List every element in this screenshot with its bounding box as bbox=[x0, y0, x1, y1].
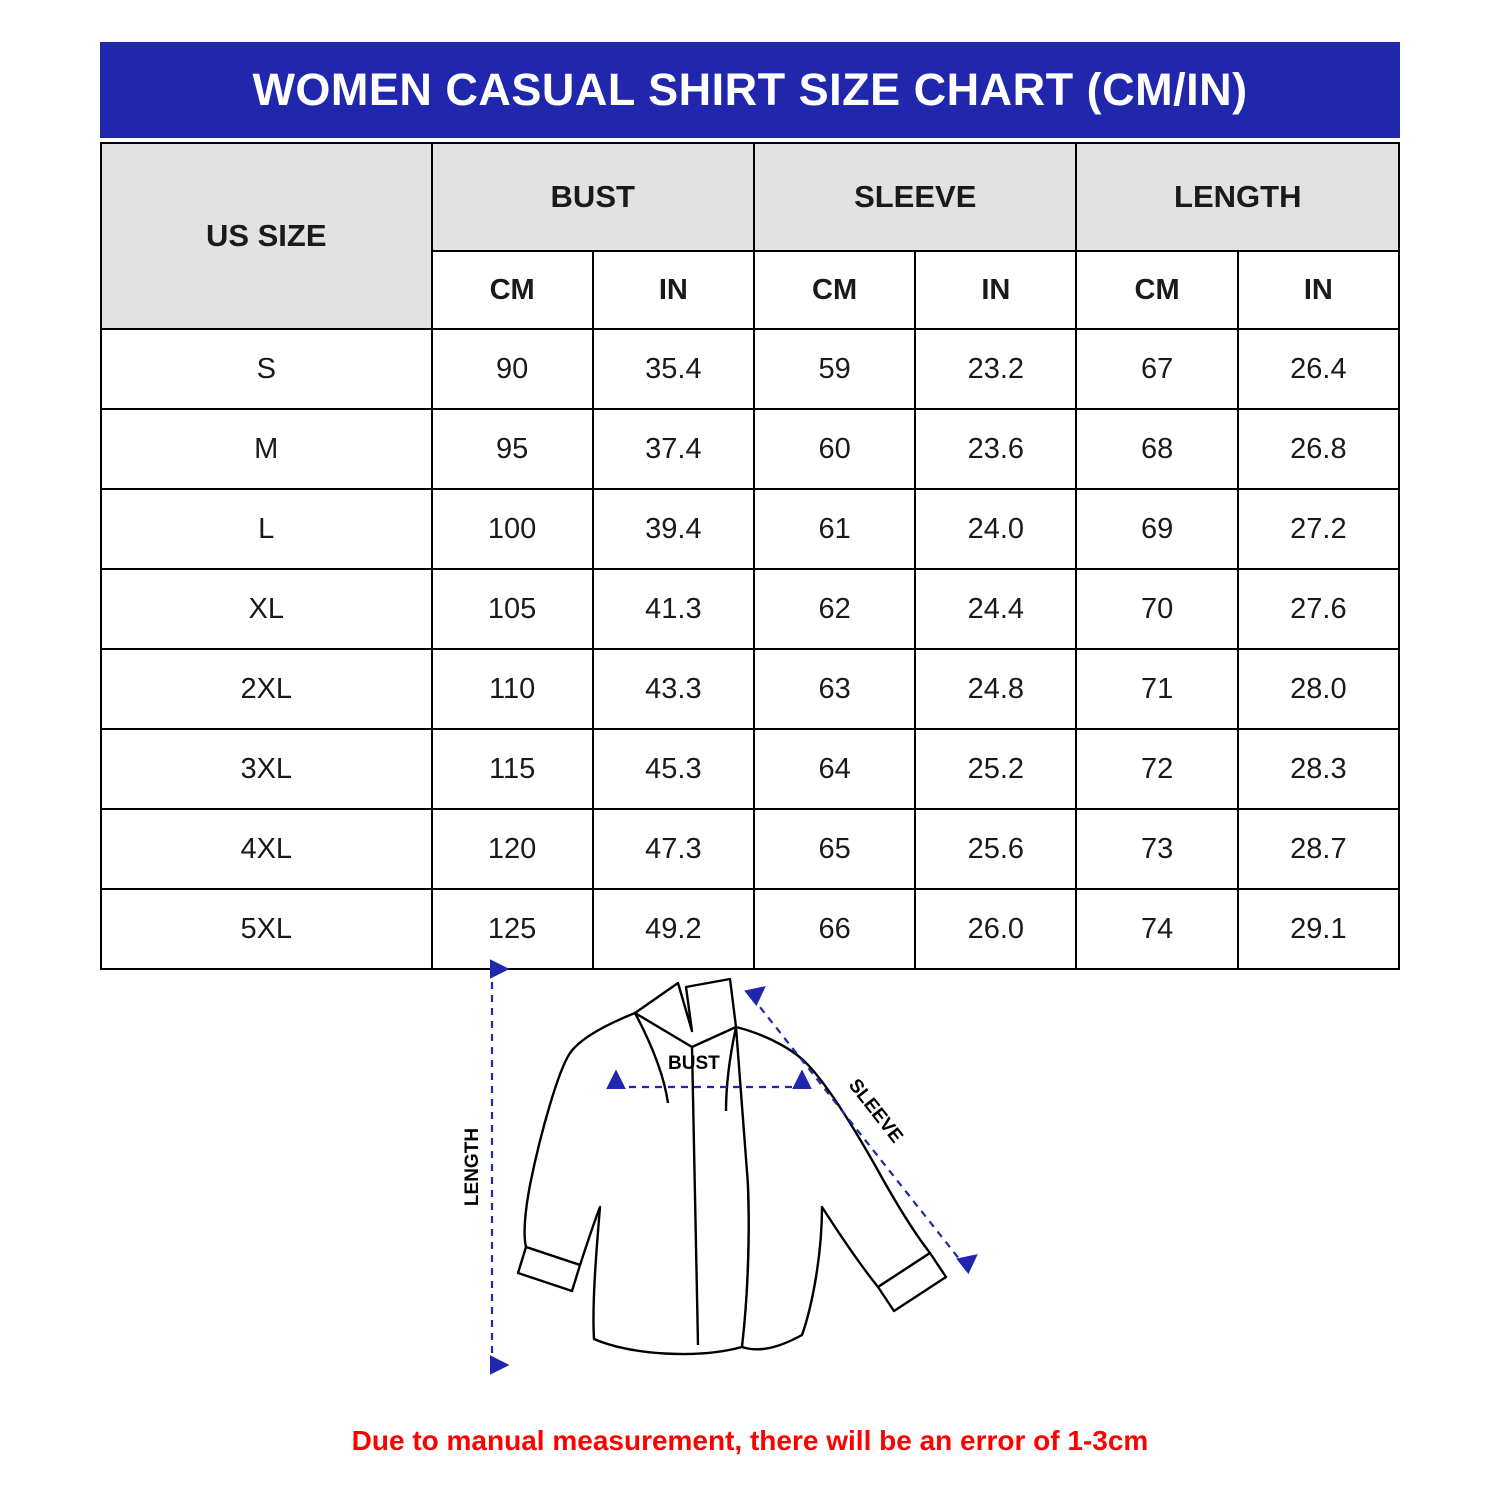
cell-bust-cm: 95 bbox=[432, 409, 593, 489]
table-row bbox=[101, 569, 1399, 649]
cell-bust-in: 39.4 bbox=[593, 489, 754, 569]
cell-sleeve-cm: 62 bbox=[754, 569, 915, 649]
cell-length-cm: 71 bbox=[1076, 649, 1237, 729]
cell-bust-in: 41.3 bbox=[593, 569, 754, 649]
cell-size: S bbox=[101, 329, 432, 409]
cell-length-cm: 70 bbox=[1076, 569, 1237, 649]
header-bust-cm: CM bbox=[432, 251, 593, 329]
page-title: WOMEN CASUAL SHIRT SIZE CHART (CM/IN) bbox=[252, 64, 1248, 115]
cell-bust-in: 47.3 bbox=[593, 809, 754, 889]
measurement-note: Due to manual measurement, there will be an error of 1-3cm bbox=[351, 1425, 1149, 1456]
cell-sleeve-in: 25.6 bbox=[915, 809, 1076, 889]
cell-length-cm: 68 bbox=[1076, 409, 1237, 489]
cell-sleeve-in: 25.2 bbox=[915, 729, 1076, 809]
chart-title-bar bbox=[100, 42, 1400, 138]
shirt-outline bbox=[518, 979, 946, 1354]
cell-length-cm: 73 bbox=[1076, 809, 1237, 889]
header-length: LENGTH bbox=[1076, 143, 1399, 251]
cell-sleeve-in: 24.4 bbox=[915, 569, 1076, 649]
cell-bust-in: 35.4 bbox=[593, 329, 754, 409]
cell-length-in: 28.3 bbox=[1238, 729, 1399, 809]
cell-size: 5XL bbox=[101, 889, 432, 969]
cell-bust-cm: 90 bbox=[432, 329, 593, 409]
cell-sleeve-in: 24.0 bbox=[915, 489, 1076, 569]
cell-length-cm: 67 bbox=[1076, 329, 1237, 409]
cell-bust-cm: 105 bbox=[432, 569, 593, 649]
header-bust-in: IN bbox=[593, 251, 754, 329]
length-label: LENGTH bbox=[462, 1127, 483, 1207]
cell-size: 2XL bbox=[101, 649, 432, 729]
table-row bbox=[101, 729, 1399, 809]
cell-sleeve-cm: 66 bbox=[754, 889, 915, 969]
cell-size: L bbox=[101, 489, 432, 569]
cell-size: XL bbox=[101, 569, 432, 649]
size-chart-table bbox=[100, 142, 1400, 970]
table-row bbox=[101, 649, 1399, 729]
cell-size: M bbox=[101, 409, 432, 489]
cell-bust-in: 49.2 bbox=[593, 889, 754, 969]
cell-sleeve-cm: 65 bbox=[754, 809, 915, 889]
sleeve-label: SLEEVE bbox=[844, 1075, 907, 1148]
cell-sleeve-cm: 60 bbox=[754, 409, 915, 489]
shirt-measurement-diagram bbox=[430, 935, 1070, 1395]
cell-bust-in: 45.3 bbox=[593, 729, 754, 809]
cell-length-in: 27.2 bbox=[1238, 489, 1399, 569]
header-us-size: US SIZE bbox=[101, 143, 432, 329]
cell-bust-cm: 110 bbox=[432, 649, 593, 729]
header-sleeve-cm: CM bbox=[754, 251, 915, 329]
bust-label: BUST bbox=[668, 1053, 720, 1074]
cell-size: 3XL bbox=[101, 729, 432, 809]
cell-sleeve-in: 23.2 bbox=[915, 329, 1076, 409]
cell-bust-cm: 125 bbox=[432, 889, 593, 969]
cell-sleeve-cm: 61 bbox=[754, 489, 915, 569]
cell-length-cm: 69 bbox=[1076, 489, 1237, 569]
table-group-header-row bbox=[101, 143, 1399, 251]
header-sleeve: SLEEVE bbox=[754, 143, 1076, 251]
cell-bust-cm: 100 bbox=[432, 489, 593, 569]
cell-length-in: 26.4 bbox=[1238, 329, 1399, 409]
table-row bbox=[101, 329, 1399, 409]
header-length-in: IN bbox=[1238, 251, 1399, 329]
header-length-cm: CM bbox=[1076, 251, 1237, 329]
cell-sleeve-cm: 64 bbox=[754, 729, 915, 809]
cell-sleeve-cm: 63 bbox=[754, 649, 915, 729]
cell-bust-in: 37.4 bbox=[593, 409, 754, 489]
cell-length-in: 26.8 bbox=[1238, 409, 1399, 489]
cell-sleeve-in: 26.0 bbox=[915, 889, 1076, 969]
cell-sleeve-cm: 59 bbox=[754, 329, 915, 409]
cell-length-cm: 74 bbox=[1076, 889, 1237, 969]
cell-length-in: 28.0 bbox=[1238, 649, 1399, 729]
cell-sleeve-in: 23.6 bbox=[915, 409, 1076, 489]
cell-bust-in: 43.3 bbox=[593, 649, 754, 729]
cell-bust-cm: 115 bbox=[432, 729, 593, 809]
header-sleeve-in: IN bbox=[915, 251, 1076, 329]
cell-size: 4XL bbox=[101, 809, 432, 889]
cell-sleeve-in: 24.8 bbox=[915, 649, 1076, 729]
header-bust: BUST bbox=[432, 143, 754, 251]
cell-length-in: 29.1 bbox=[1238, 889, 1399, 969]
table-row bbox=[101, 489, 1399, 569]
cell-length-cm: 72 bbox=[1076, 729, 1237, 809]
cell-length-in: 28.7 bbox=[1238, 809, 1399, 889]
cell-length-in: 27.6 bbox=[1238, 569, 1399, 649]
table-row bbox=[101, 409, 1399, 489]
table-row bbox=[101, 809, 1399, 889]
cell-bust-cm: 120 bbox=[432, 809, 593, 889]
